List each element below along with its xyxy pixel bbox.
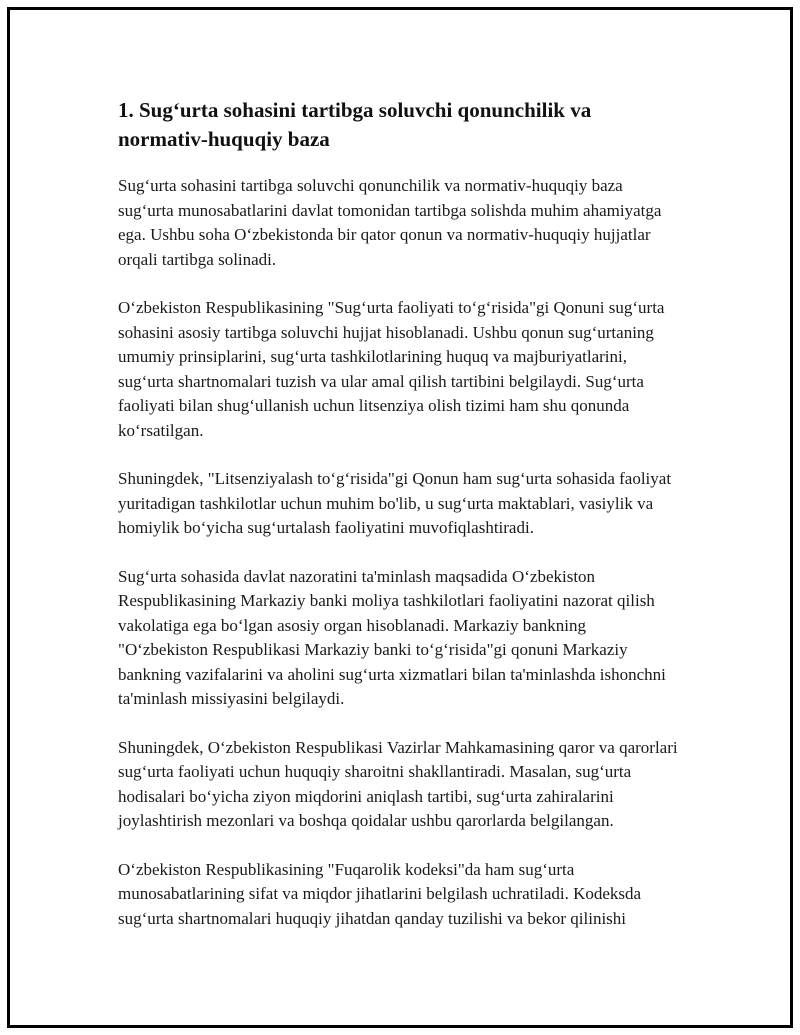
paragraph-civil-code: O‘zbekiston Respublikasining "Fuqarolik kodeksi"da ham sug‘urta munosabatlarining sifat va miqdor jihatlarini belgilash uchratiladi. Kodeksda sug‘urta shartnomalari huquqiy jihatdan qanday tuzilishi va bekor qilinishi bbox=[118, 859, 642, 928]
document-body bbox=[118, 96, 678, 955]
paragraph-intro: Sug‘urta sohasini tartibga soluvchi qonunchilik va normativ-huquqiy baza sug‘urta munosabatlarini davlat tomonidan tartibga solishda muhim ahamiyatga ega. Ushbu soha O‘zbekistonda bir qator qonun va normativ-huquqiy hujjatlar orqali tartibga solinadi. bbox=[118, 176, 662, 269]
section-heading: 1. Sug‘urta sohasini tartibga soluvchi qonunchilik va normativ-huquqiy baza bbox=[118, 98, 592, 151]
paragraph-central-bank: Sug‘urta sohasida davlat nazoratini ta'minlash maqsadida O‘zbekiston Respublikasining Markaziy banki moliya tashkilotlari faoliyatini nazorat qilish vakolatiga ega bo‘lgan asosiy organ hisoblanadi. Markaziy bankning "O‘zbekiston Respublikasi Markaziy banki to‘g‘risida"gi qonuni Markaziy bankning vazifalarini va aholini sug‘urta xizmatlari bilan ta'minlashda ishonchni ta'minlash missiyasini belgilaydi. bbox=[118, 566, 666, 708]
page-frame bbox=[7, 7, 793, 1028]
paragraph-insurance-law: O‘zbekiston Respublikasining "Sug‘urta faoliyati to‘g‘risida"gi Qonuni sug‘urta sohasini asosiy tartibga soluvchi hujjat hisoblanadi. Ushbu qonun sug‘urtaning umumiy prinsiplarini, sug‘urta tashkilotlarining huquq va majburiyatlarini, sug‘urta shartnomalari tuzish va ular amal qilish tartibini belgilaydi. Sug‘urta faoliyati bilan shug‘ullanish uchun litsenziya olish tizimi ham shu qonunda ko‘rsatilgan. bbox=[118, 298, 665, 440]
paragraph-licensing-law: Shuningdek, "Litsenziyalash to‘g‘risida"gi Qonun ham sug‘urta sohasida faoliyat yuritadigan tashkilotlar uchun muhim bo'lib, u sug‘urta maktablari, vasiylik va homiylik bo‘yicha sug‘urtalash faoliyatini muvofiqlashtiradi. bbox=[118, 469, 672, 537]
paragraph-cabinet-decisions: Shuningdek, O‘zbekiston Respublikasi Vazirlar Mahkamasining qaror va qarorlari sug‘urta faoliyati uchun huquqiy sharoitni shakllantiradi. Masalan, sug‘urta hodisalari bo‘yicha ziyon miqdorini aniqlash tartibi, sug‘urta zahiralarini joylashtirish mezonlari va boshqa qoidalar ushbu qarorlarda belgilangan. bbox=[118, 737, 678, 830]
